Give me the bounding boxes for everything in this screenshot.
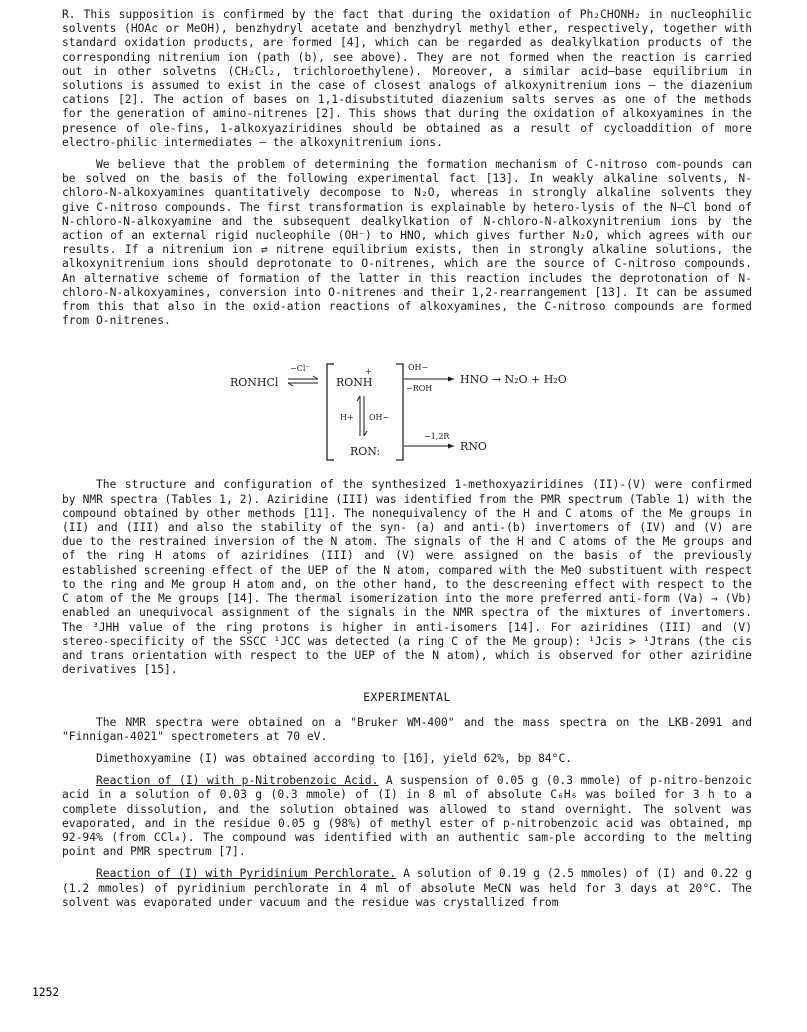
- paragraph-7-text: A solution of 0.19 g (2.5 mmoles) of (I) and 0.22 g (1.2 mmoles) of pyridinium perchlorate in 4 ml of absolute MeCN was held for 3 days at 20°C. The solvent was evaporated under vacuum and the residue was crystallized from: [62, 867, 753, 909]
- paragraph-6-title: Reaction of (I) with p-Nitrobenzoic Acid.: [96, 774, 379, 788]
- scheme-plus: +: [365, 367, 372, 377]
- paragraph-7: [62, 867, 752, 910]
- paragraph-6: [62, 774, 752, 859]
- paragraph-2: We believe that the problem of determining the formation mechanism of C-nitroso com-pounds can be solved on the basis of the following experimental fact [13]. In weakly alkaline solvents, N-chloro-N-alkoxyamines quantitatively decompose to N₂O, whereas in strongly alkaline solvents they give C-nitroso compounds. The first transformation is explainable by hetero-lysis of the N—Cl bond of N-chloro-N-alkoxyamine and the subsequent dealkylkation of N-chloro-N-alkoxynitrenium ions by the action of an external rigid nucleophile (OH⁻) to HNO, which gives further N₂O, which agrees with our results. If a nitrenium ion ⇄ nitrene equilibrium exists, then in strongly alkaline solutions, the alkoxynitrenium ions should deprotonate to O-nitrenes, which are the source of C-nitroso compounds. An alternative scheme of formation of the latter in this reaction includes the deprotonation of N-chloro-N-alkoxyamines, conversion into O-nitrenes and their 1,2-rearrangement [13]. It can be assumed from this that also in the oxid-ation reactions of alkoxyamines, the C-nitroso compounds are formed from O-nitrenes.: [62, 158, 752, 328]
- page-body: [62, 8, 752, 910]
- scheme-oh-top: OH−: [408, 363, 429, 373]
- scheme-shift: ~1,2R: [424, 432, 450, 442]
- section-heading: EXPERIMENTAL: [363, 691, 451, 705]
- scheme-minus-cl: −Cl⁻: [290, 364, 310, 374]
- scheme-oh-minus: OH−: [369, 413, 390, 423]
- paragraph-6-text: A suspension of 0.05 g (0.3 mmole) of p-nitro-benzoic acid in a solution of 0.03 g (0.3 mmole) of (I) in 8 ml of absolute C₆H₆ was boiled for 3 h to a complete dissolution, and the solution obtained was allowed to stand overnight. The solvent was evaporated, and in the residue 0.05 g (98%) of methyl ester of p-nitrobenzoic acid was obtained, mp 92-94% (from CCl₄). The compound was identified with an authentic sam-ple according to the melting point and PMR spectrum [7].: [62, 774, 752, 859]
- reaction-scheme: [62, 342, 752, 470]
- paragraph-5: Dimethoxyamine (I) was obtained according to [16], yield 62%, bp 84°C.: [96, 751, 573, 765]
- paragraph-7-title: Reaction of (I) with Pyridinium Perchlorate.: [96, 867, 397, 881]
- scheme-minus-roh: −ROH: [406, 384, 433, 394]
- scheme-h-plus: H+: [340, 413, 354, 423]
- scheme-product2: RNO: [460, 440, 487, 454]
- scheme-reactant: RONHCl: [230, 376, 279, 390]
- reaction-scheme-drawing: [62, 342, 752, 470]
- paragraph-1: R. This supposition is confirmed by the fact that during the oxidation of Ph₂CHONH₂ in nucleophilic solvents (HOAc or MeOH), benzhydryl acetate and benzhydryl methyl ether, respectively, together with standard oxidation products, are formed [4], which can be regarded as dealkylkation products of the corresponding nitrenium ion (path (b), see above). They are not formed when the reaction is carried out in other solvetns (CH₂Cl₂, trichloroethylene). Moreover, a similar acid—base equilibrium in solutions is assumed to exist in the case of closest analogs of alkoxynitrenium ions — the diazenium cations [2]. The action of bases on 1,1-disubstituted diazenium salts serves as one of the methods for the generation of amino-nitrenes [2]. This shows that during the oxidation of alkoxyamines in the presence of ole-fins, 1-alkoxyaziridines should be obtained as a result of cycloaddition of more electro-philic intermediates — the alkoxynitrenium ions.: [62, 8, 752, 149]
- paragraph-3: The structure and configuration of the synthesized 1-methoxyaziridines (II)-(V) were confirmed by NMR spectra (Tables 1, 2). Aziridine (III) was identified from the PMR spectrum (Table 1) with the compound obtained by other methods [11]. The nonequivalency of the H and C atoms of the Me groups in (II) and (III) and also the stability of the syn- (a) and anti-(b) invertomers of (IV) and (V) are due to the restrained inversion of the N atom. The signals of the H and C atoms of the Me groups and of the ring H atoms of aziridines (III) and (V) were assigned on the basis of the previously established screening effect of the UEP of the N atom, compared with the MeO substituent with respect to the ring and Me group H atom and, on the other hand, to the descreening effect with respect to the C atom of the Me groups [14]. The thermal isomerization into the more preferred anti-form (Va) → (Vb) enabled an unequivocal assignment of the signals in the NMR spectra of the mixtures of invertomers. The ³JHH value of the ring protons is higher in anti-isomers [14]. For aziridines (III) and (V) stereo-specificity of the SSCC ¹JCC was detected (a ring C of the Me group): ¹Jcis > ¹Jtrans (the cis and trans orientation with respect to the UEP of the N atom), which is observed for other aziridine derivatives [15].: [62, 478, 752, 677]
- scheme-cation: RONH: [336, 376, 373, 390]
- page-number: 1252: [32, 986, 60, 999]
- scheme-product1: HNO → N₂O + H₂O: [460, 373, 567, 387]
- scheme-nitrene: RON:: [350, 445, 381, 459]
- paragraph-4: The NMR spectra were obtained on a "Bruker WM-400" and the mass spectra on the LKB-2091 and "Finnigan-4021" spectrometers at 70 eV.: [62, 715, 752, 743]
